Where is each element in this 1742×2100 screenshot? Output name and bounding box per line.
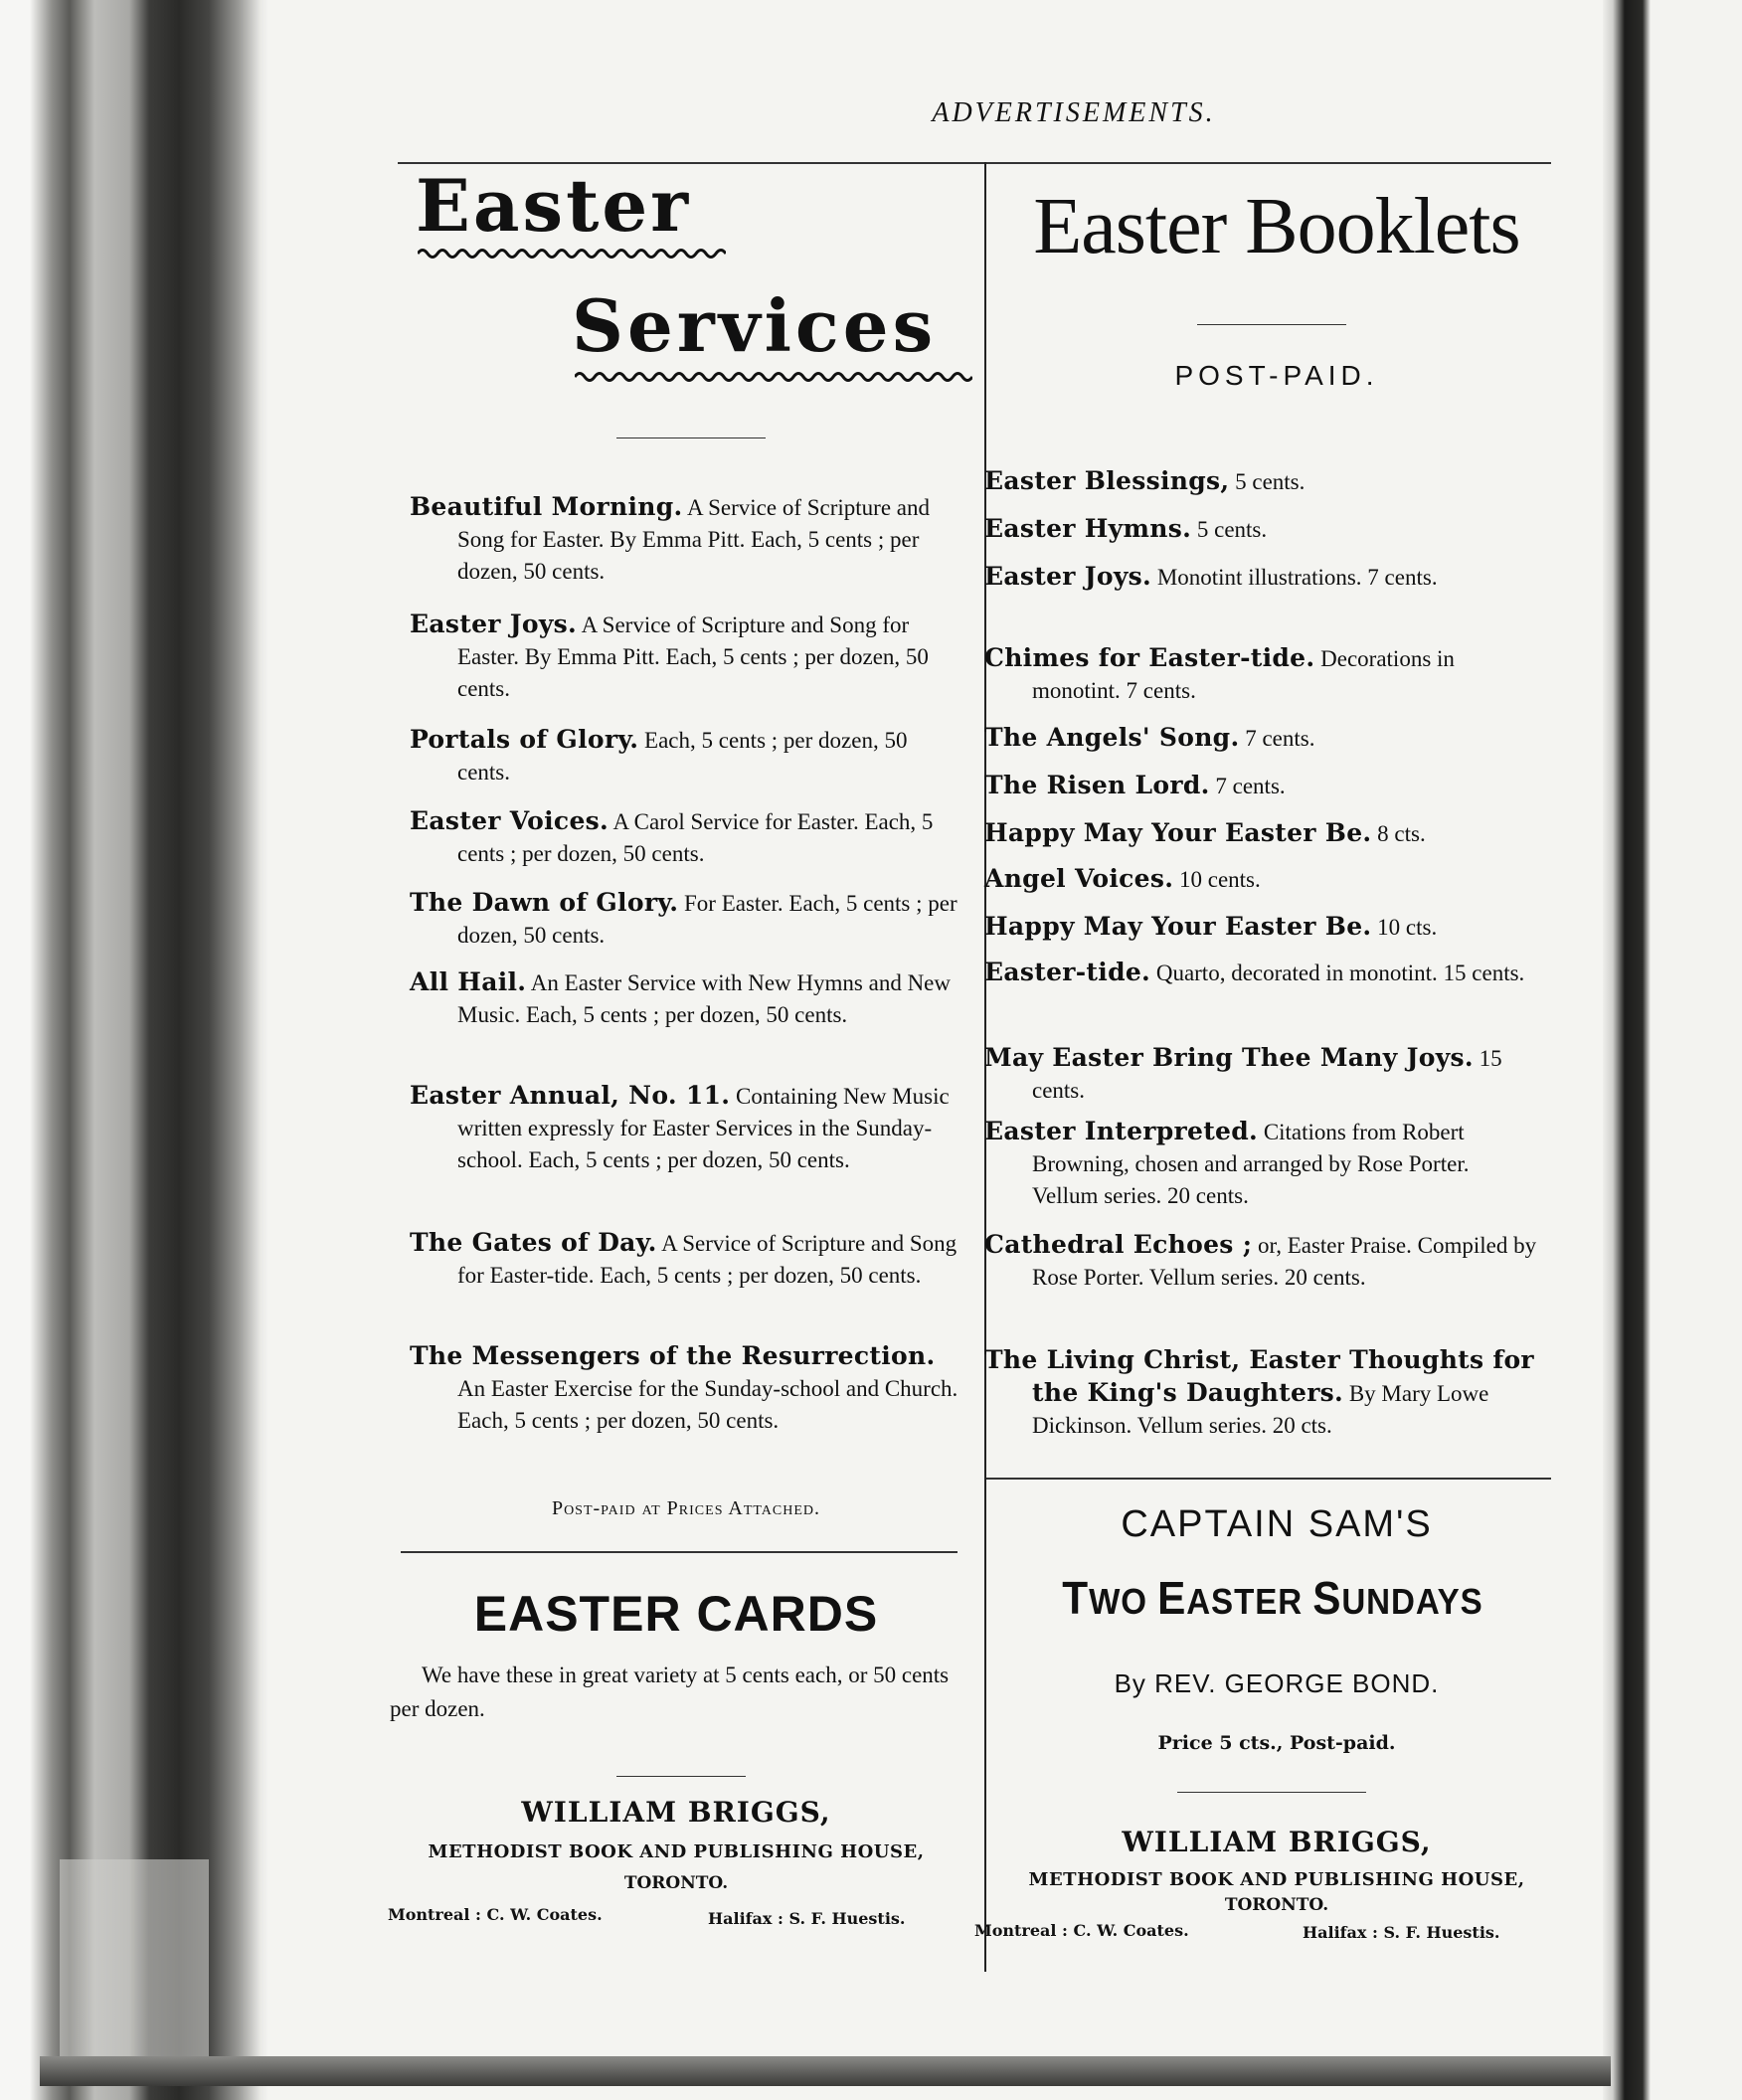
booklet-entry: The Risen Lord. 7 cents. — [984, 771, 1286, 799]
booklet-entry: Easter Hymns. 5 cents. — [984, 514, 1268, 543]
service-entry: The Messengers of the Resurrection. An Easter Exercise for the Sunday-school and Church. Each, 5 cents ; per dozen, 50 cents. — [410, 1341, 958, 1433]
page-header: ADVERTISEMENTS. — [932, 97, 1216, 128]
service-entry: The Dawn of Glory. For Easter. Each, 5 cents ; per dozen, 50 cents. — [410, 888, 958, 948]
two-easter-sundays-title: TWO EASTER SUNDAYS — [1062, 1572, 1483, 1624]
page-stain — [60, 1859, 209, 2058]
book-author: By REV. GEORGE BOND. — [1114, 1668, 1440, 1698]
publisher-house: METHODIST BOOK AND PUBLISHING HOUSE, — [428, 1841, 925, 1862]
publisher-city: TORONTO. — [1224, 1895, 1329, 1915]
booklet-entry: Easter Joys. Monotint illustrations. 7 cents. — [984, 562, 1438, 591]
booklet-entry: Easter-tide. Quarto, decorated in monotint. 15 cents. — [984, 958, 1525, 986]
service-entry: All Hail. An Easter Service with New Hymns and New Music. Each, 5 cents ; per dozen, 50 cents. — [410, 967, 951, 1027]
service-entry: Easter Annual, No. 11. Containing New Music written expressly for Easter Services in the Sunday-school. Each, 5 cents ; per dozen, 50 cents. — [410, 1081, 950, 1172]
book-price: Price 5 cts., Post-paid. — [1157, 1732, 1396, 1754]
postpaid-note: Post-paid at Prices Attached. — [551, 1497, 821, 1519]
page-bottom-edge — [40, 2056, 1611, 2086]
service-entry: Portals of Glory. Each, 5 cents ; per dozen, 50 cents. — [410, 725, 908, 785]
booklet-entry: Happy May Your Easter Be. 10 cts. — [984, 912, 1438, 941]
short-rule — [1197, 324, 1346, 325]
publisher-halifax: Halifax : S. F. Huestis. — [708, 1909, 906, 1928]
short-rule — [1177, 1792, 1366, 1793]
easter-cards-text: We have these in great variety at 5 cents each, or 50 cents per dozen. — [390, 1662, 950, 1721]
booklets-postpaid: POST-PAID. — [1174, 360, 1379, 391]
ornamental-squiggle — [418, 247, 726, 261]
publisher-halifax: Halifax : S. F. Huestis. — [1303, 1923, 1500, 1942]
easter-services-title-line1: Easter — [416, 163, 692, 248]
book-binding-left — [0, 0, 268, 2100]
publisher-name: WILLIAM BRIGGS, — [521, 1796, 831, 1829]
easter-cards-title: EASTER CARDS — [473, 1586, 879, 1642]
section-rule — [401, 1551, 958, 1553]
service-entry: Beautiful Morning. A Service of Scripture and Song for Easter. By Emma Pitt. Each, 5 cents ; per dozen, 50 cents. — [410, 492, 931, 584]
booklet-entry: The Living Christ, Easter Thoughts for the King's Daughters. By Mary Lowe Dickinson. Vellum series. 20 cts. — [984, 1345, 1534, 1438]
publisher-montreal: Montreal : C. W. Coates. — [974, 1921, 1189, 1940]
booklet-entry: Easter Interpreted. Citations from Robert Browning, chosen and arranged by Rose Porter. Vellum series. 20 cents. — [984, 1117, 1470, 1208]
ornamental-squiggle — [575, 370, 972, 384]
booklet-entry: Happy May Your Easter Be. 8 cts. — [984, 818, 1426, 847]
short-rule — [616, 1776, 746, 1777]
booklet-entry: Angel Voices. 10 cents. — [984, 864, 1261, 893]
publisher-city: TORONTO. — [623, 1873, 729, 1893]
easter-booklets-title: Easter Booklets — [1033, 183, 1520, 270]
easter-services-title-line2: Services — [572, 283, 938, 368]
booklet-entry: Cathedral Echoes ; or, Easter Praise. Compiled by Rose Porter. Vellum series. 20 cents. — [984, 1230, 1537, 1290]
booklet-entry: The Angels' Song. 7 cents. — [984, 723, 1315, 752]
booklet-entry: May Easter Bring Thee Many Joys. 15 cents. — [984, 1043, 1502, 1103]
service-entry: The Gates of Day. A Service of Scripture and Song for Easter-tide. Each, 5 cents ; per dozen, 50 cents. — [410, 1228, 958, 1288]
book-edge-right — [1603, 0, 1742, 2100]
booklet-entry: Chimes for Easter-tide. Decorations in monotint. 7 cents. — [984, 643, 1455, 703]
captain-sams: CAPTAIN SAM'S — [1121, 1503, 1433, 1545]
booklet-entry: Easter Blessings, 5 cents. — [984, 466, 1306, 495]
publisher-name: WILLIAM BRIGGS, — [1122, 1826, 1432, 1858]
publisher-montreal: Montreal : C. W. Coates. — [388, 1905, 603, 1924]
publisher-house: METHODIST BOOK AND PUBLISHING HOUSE, — [1028, 1869, 1525, 1890]
section-rule — [986, 1478, 1551, 1480]
service-entry: Easter Voices. A Carol Service for Easter. Each, 5 cents ; per dozen, 50 cents. — [410, 806, 934, 866]
service-entry: Easter Joys. A Service of Scripture and Song for Easter. By Emma Pitt. Each, 5 cents ; per dozen, 50 cents. — [410, 610, 929, 701]
